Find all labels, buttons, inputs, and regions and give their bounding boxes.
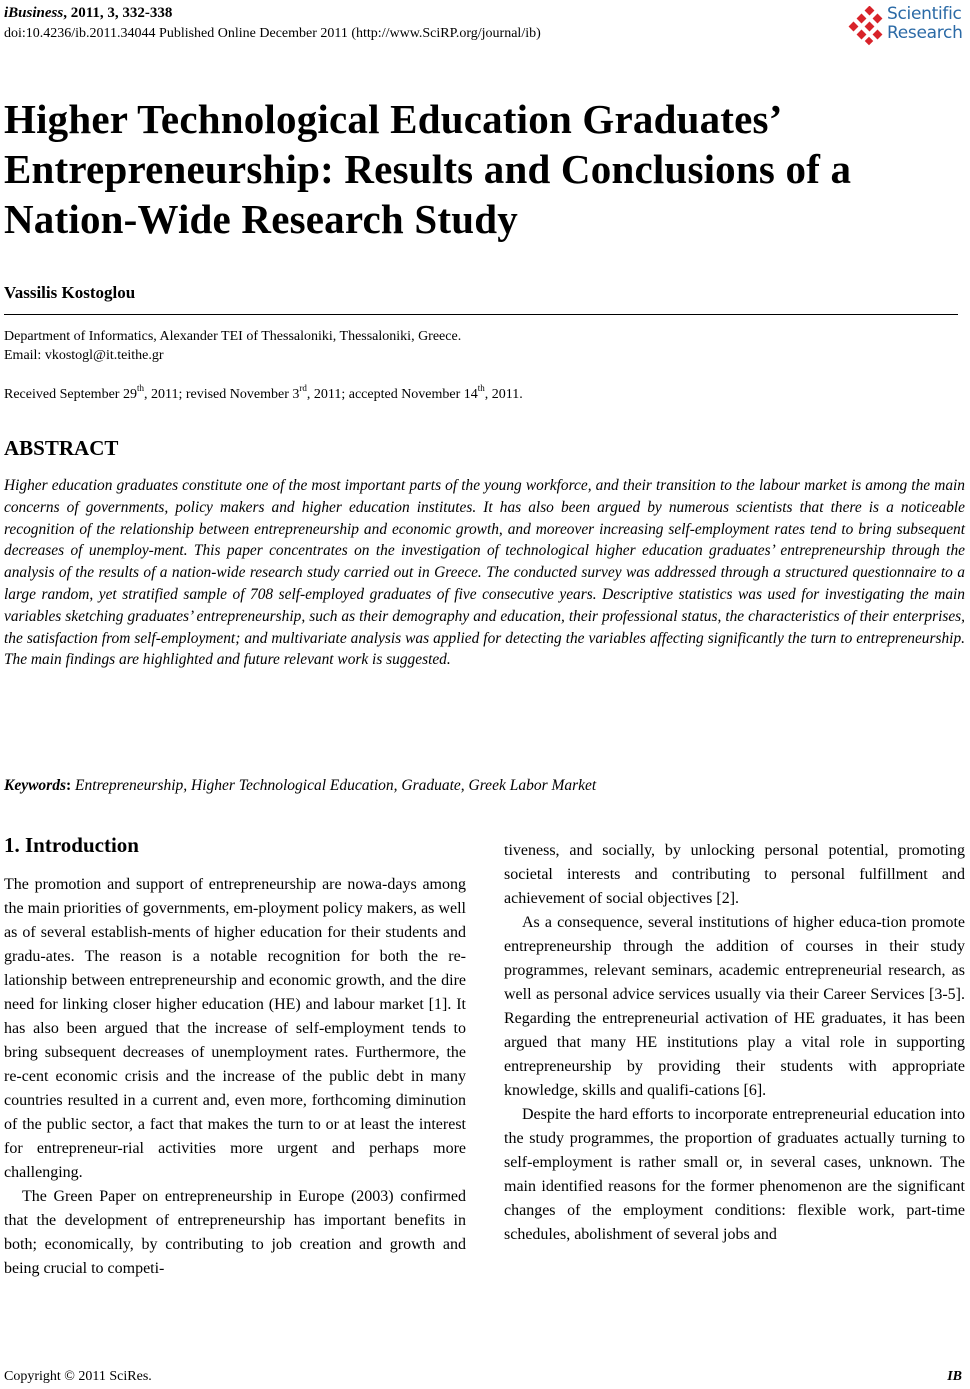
paragraph: Despite the hard efforts to incorporate entrepreneurial education into the study programmes, the proportion of graduates actually turning to self-employment is rather small or, in several cases, unknown. The main identified reasons for the former phenomenon are the significant changes of the employment conditions: flexible work, part-time schedules, abolishment of several jobs and bbox=[504, 1106, 965, 1243]
publisher-logo bbox=[844, 4, 962, 48]
abstract-heading: ABSTRACT bbox=[4, 436, 119, 460]
author-name: Vassilis Kostoglou bbox=[4, 283, 136, 302]
doi-line: doi:10.4236/ib.2011.34044 Published Online December 2011 (http://www.SciRP.org/journal/ib) bbox=[4, 26, 541, 41]
section-heading: 1. Introduction bbox=[4, 833, 139, 857]
abstract-text: Higher education graduates constitute one of the most important parts of the young workforce, and their transition to the labour market is among the main concerns of governments, policy makers and higher education institutes. It has also been argued by numerous scientists that there is a noticeable recognition of the relationship between entrepreneurship and economic growth, and moreover increasing self-employment rates tend to bring subsequent decreases of unemploy-ment. This paper concentrates on the investigation of technological higher education graduates’ entrepreneurship through the analysis of the results of a nation-wide research study carried out in Greece. The conducted survey was addressed through a structured questionnaire to a large random, yet stratified sample of 708 self-employed graduates of five consecutive years. Descriptive statistics was used for investigating the main variables sketching graduates’ entrepreneurship, such as their demography and education, their professional status, the characteristics of their enterprises, the satisfaction from self-employment; and multivariate analysis was applied for detecting the variables affecting significantly the turn to entrepreneurship. The main findings are highlighted and future relevant work is suggested. bbox=[4, 477, 965, 669]
year-part: , 2011. bbox=[484, 387, 523, 402]
received-part: Received September 29 bbox=[4, 387, 137, 402]
divider bbox=[4, 314, 958, 315]
ordinal-suffix: th bbox=[136, 383, 144, 394]
revised-part: , 2011; revised November 3 bbox=[143, 387, 300, 402]
publisher-logo-text bbox=[887, 5, 963, 43]
title-line-1: Higher Technological Education Graduates’ bbox=[4, 96, 783, 142]
paragraph: tiveness, and socially, by unlocking personal potential, promoting societal interests and contributing to personal fulfillment and achievement of social objectives [2]. bbox=[504, 842, 965, 907]
affiliation-block bbox=[4, 327, 461, 365]
affiliation: Department of Informatics, Alexander TEI of Thessaloniki, Thessaloniki, Greece. bbox=[4, 329, 462, 344]
journal-volume: , 2011, 3, 332-338 bbox=[63, 5, 173, 21]
copyright: Copyright © 2011 SciRes. bbox=[4, 1369, 152, 1384]
page-header bbox=[4, 4, 966, 54]
received-dates bbox=[4, 385, 523, 404]
title-line-3: Nation-Wide Research Study bbox=[4, 196, 518, 242]
journal-citation bbox=[4, 4, 966, 22]
page-footer bbox=[4, 1368, 962, 1386]
email: Email: vkostogl@it.teithe.gr bbox=[4, 348, 164, 363]
keywords-text: Entrepreneurship, Higher Technological Education, Graduate, Greek Labor Market bbox=[75, 777, 597, 794]
logo-line-1: Scientific bbox=[887, 4, 962, 24]
paragraph: The Green Paper on entrepreneurship in Europe (2003) confirmed that the development of entrepreneurship has important benefits in both; economically, by contributing to job creation and growth and being crucial to competi- bbox=[4, 1188, 466, 1277]
ordinal-suffix: th bbox=[477, 383, 485, 394]
accepted-part: , 2011; accepted November 14 bbox=[306, 387, 478, 402]
ordinal-suffix: rd bbox=[299, 383, 307, 394]
keywords-label: Keywords bbox=[4, 777, 66, 794]
logo-line-2: Research bbox=[887, 23, 963, 43]
journal-abbreviation: IB bbox=[947, 1369, 962, 1384]
keywords: Keywords: Entrepreneurship, Higher Technological Education, Graduate, Greek Labor Market bbox=[4, 777, 597, 794]
journal-name: iBusiness bbox=[4, 5, 64, 21]
paragraph: As a consequence, several institutions of higher educa-tion promote entrepreneurship through the addition of courses in their study programmes, relevant seminars, academic entrepreneurial research, as well as personal advice services usually via their Career Services [3-5]. Regarding the entrepreneurial activation of HE graduates, it has been argued that many HE institutions play a vital role in supporting entrepreneurship by providing their students with appropriate knowledge, skills and qualifi-cations [6]. bbox=[504, 914, 965, 1099]
publisher-logo-icon bbox=[844, 6, 886, 46]
paper-title bbox=[4, 94, 964, 244]
paragraph: The promotion and support of entrepreneurship are nowa-days among the main priorities of governments, em-ployment policy makers, as well as of several establish-ments of higher education for their students and gradu-ates. The reason is a notable recognition for both the re-lationship between entrepreneurship and economic growth, and the dire need for linking closer higher education (HE) and labour market [1]. It has also been argued that the increase of self-employment tends to bring subsequent decreases of unemployment rates. Furthermore, the re-cent economic crisis and the increase of the public debt in many countries resulted in a current and, even more, forthcoming diminution of the public sector, a fact that makes the turn to or at least the interest for entrepreneur-rial activities more urgent and perhaps more challenging. bbox=[4, 876, 466, 1181]
title-line-2: Entrepreneurship: Results and Conclusions of a bbox=[4, 146, 852, 192]
right-column bbox=[504, 839, 965, 1247]
left-column bbox=[4, 832, 466, 1281]
